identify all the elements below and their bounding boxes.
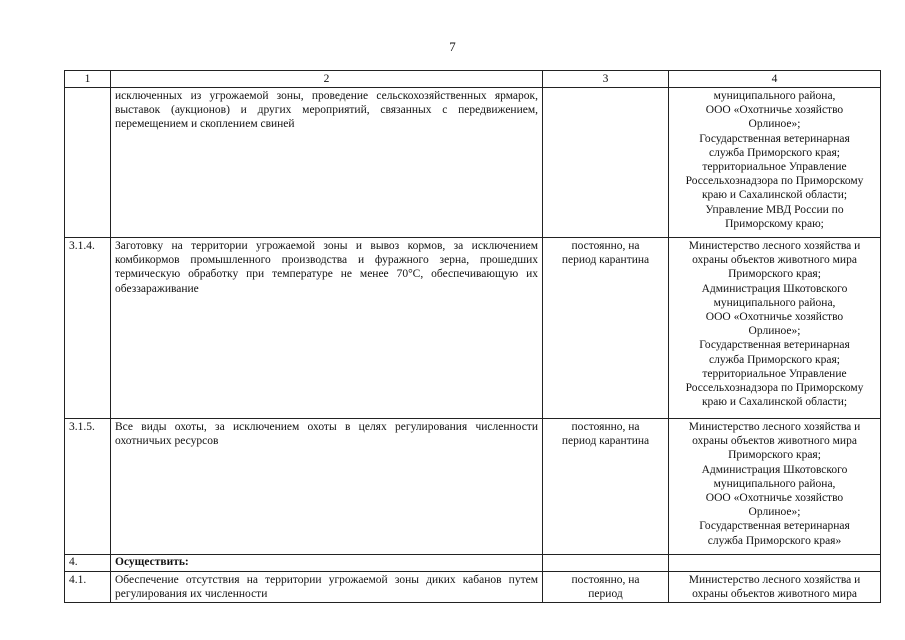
page-number: 7: [449, 39, 456, 54]
responsible-line: Государственная ветеринарная: [699, 339, 850, 352]
section-title: Осуществить:: [111, 555, 543, 572]
responsible-line: Министерство лесного хозяйства и: [688, 421, 861, 433]
term-line: период карантина: [561, 254, 650, 267]
responsible-line: Орлиное»;: [748, 118, 801, 131]
table-header-row: [65, 71, 881, 88]
responsible-line: Россельхознадзора по Приморскому: [685, 175, 864, 188]
responsible-line: территориальное Управление: [702, 161, 847, 174]
term-cell: [543, 419, 669, 555]
responsible-line: служба Приморского края;: [709, 146, 840, 159]
header-col-1: 1: [65, 71, 111, 88]
measure-text: Все виды охоты, за исключением охоты в целях регулирования численности охотничьих ресурсов: [111, 419, 543, 555]
row-number-cell: [65, 88, 111, 238]
header-col-2: 2: [111, 71, 543, 88]
responsible-line: Приморскому краю;: [725, 217, 824, 230]
responsible-line: ООО «Охотничье хозяйство: [705, 311, 844, 324]
responsible-line: краю и Сахалинской области;: [701, 189, 848, 202]
responsible-cell: [669, 555, 881, 572]
responsible-line: краю и Сахалинской области;: [701, 396, 848, 409]
term-cell: [543, 88, 669, 238]
responsible-cell: [669, 572, 881, 603]
responsible-line: охраны объектов животного мира: [692, 435, 857, 448]
responsible-line: охраны объектов животного мира: [692, 588, 857, 601]
responsible-line: Администрация Шкотовского: [701, 463, 848, 476]
term-cell: [543, 238, 669, 419]
responsible-line: Государственная ветеринарная: [699, 132, 850, 145]
responsible-line: Приморского края;: [728, 268, 821, 281]
responsible-line: Орлиное»;: [748, 325, 801, 338]
row-number-cell: 4.: [65, 555, 111, 572]
table-row-continuation: [65, 88, 881, 238]
responsible-cell: [669, 419, 881, 555]
term-line: период карантина: [561, 435, 650, 448]
term-cell: [543, 572, 669, 603]
responsible-line: Приморского края;: [728, 449, 821, 462]
responsible-line: Администрация Шкотовского: [701, 282, 848, 295]
responsible-line: служба Приморского края»: [707, 534, 842, 547]
measures-table: [64, 70, 881, 603]
responsible-line: служба Приморского края;: [709, 353, 840, 366]
table-row-4-1: [65, 572, 881, 603]
responsible-cell: [669, 238, 881, 419]
responsible-line: Орлиное»;: [748, 506, 801, 519]
measure-text: исключенных из угрожаемой зоны, проведение сельскохозяйственных ярмарок, выставок (аукционов) и других мероприятий, связанных с передвижением, перемещением и скоплением свиней: [111, 88, 543, 238]
table-row-3-1-5: [65, 419, 881, 555]
measure-text: Заготовку на территории угрожаемой зоны и вывоз кормов, за исключением комбикормов промышленного производства и фуражного зерна, прошедших термическую обработку при температуре не менее 70°С, обеспечивающую их обеззараживание: [111, 238, 543, 419]
term-cell: [543, 555, 669, 572]
term-line: постоянно, на: [571, 574, 640, 586]
responsible-cell: [669, 88, 881, 238]
responsible-line: Министерство лесного хозяйства и: [688, 240, 861, 252]
header-col-4: 4: [669, 71, 881, 88]
measure-text: Обеспечение отсутствия на территории угрожаемой зоны диких кабанов путем регулирования их численности: [111, 572, 543, 603]
responsible-line: охраны объектов животного мира: [692, 254, 857, 267]
responsible-line: муниципального района,: [713, 477, 836, 490]
responsible-line: муниципального района,: [713, 90, 836, 102]
table-row-3-1-4: [65, 238, 881, 419]
responsible-line: Управление МВД России по: [705, 203, 844, 216]
responsible-line: Государственная ветеринарная: [699, 520, 850, 533]
responsible-line: территориальное Управление: [702, 367, 847, 380]
responsible-line: Министерство лесного хозяйства и: [688, 574, 861, 586]
table-row-section-4: [65, 555, 881, 572]
responsible-line: муниципального района,: [713, 296, 836, 309]
responsible-line: ООО «Охотничье хозяйство: [705, 492, 844, 505]
term-line: постоянно, на: [571, 421, 640, 433]
row-number-cell: 4.1.: [65, 572, 111, 603]
header-col-3: 3: [543, 71, 669, 88]
responsible-line: Россельхознадзора по Приморскому: [685, 382, 864, 395]
term-line: период: [588, 588, 623, 601]
responsible-line: ООО «Охотничье хозяйство: [705, 104, 844, 117]
term-line: постоянно, на: [571, 240, 640, 252]
row-number-cell: 3.1.5.: [65, 419, 111, 555]
row-number-cell: 3.1.4.: [65, 238, 111, 419]
